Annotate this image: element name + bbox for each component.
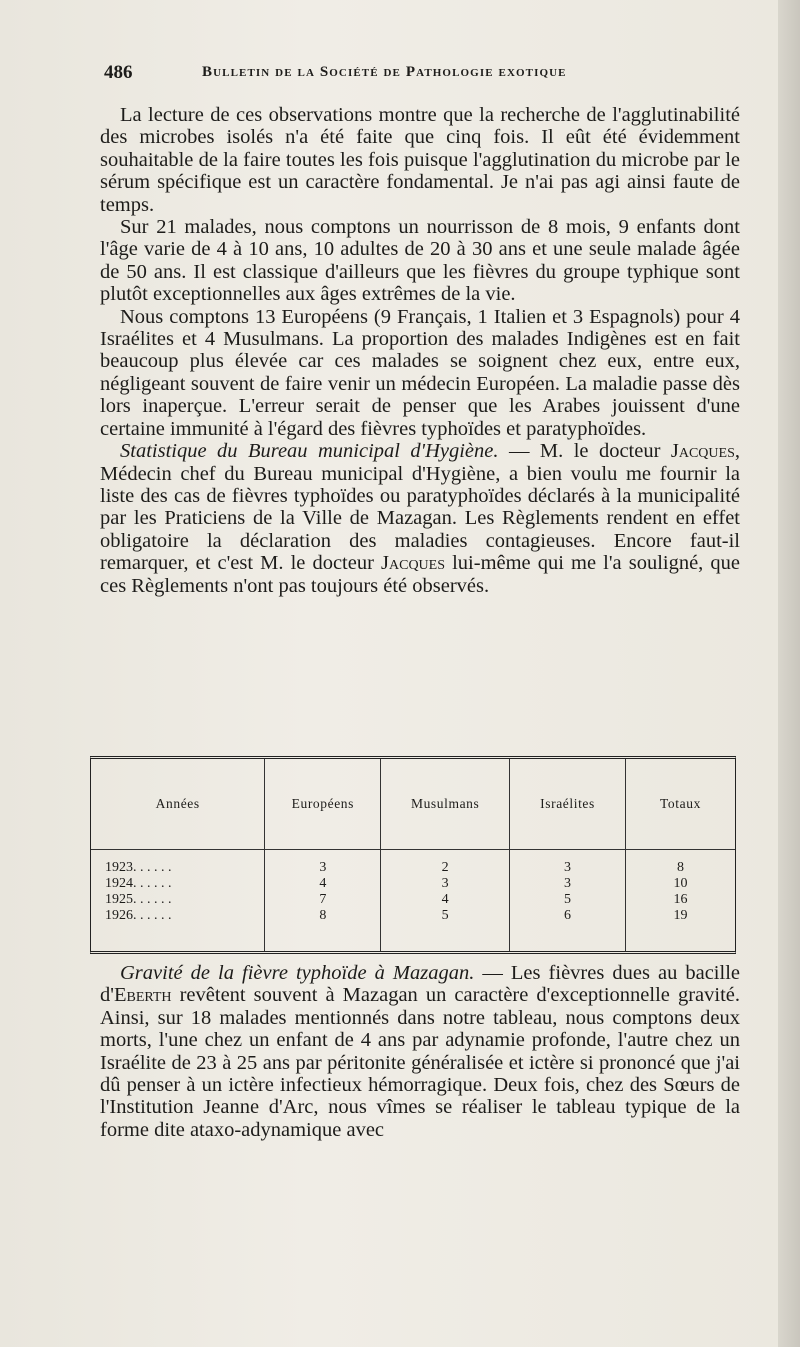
year-cell: 1923. . . . . . — [105, 860, 172, 875]
text-run: — Les fièvres dues au bacille d' — [100, 962, 740, 1007]
column-header-totaux: Totaux — [625, 759, 735, 850]
year-cell: 1924. . . . . . — [105, 876, 172, 891]
table-row — [91, 850, 735, 952]
value-cell: 10 — [673, 876, 688, 891]
year-cell: 1925. . . . . . — [105, 892, 172, 907]
value-cell: 5 — [441, 908, 449, 923]
column-israelites — [510, 850, 626, 952]
page-edge — [778, 0, 800, 1347]
text-run: revêtent souvent à Mazagan un caractère d'exceptionnelle gravité. Ainsi, sur 18 malades mentionnés dans notre tableau, nous comptons deux morts, l'une chez un enfant de 4 ans par adynamie profonde, l'autre chez un Israélite de 23 à 25 ans par péritonite généralisée et ictère si prononcé que j'ai dû penser à un ictère infectieux hémorragique. Deux fois, chez des Sœurs de l'Institution Jeanne d'Arc, nous vîmes se réaliser le tableau typique de la forme dite ataxo-adynamique avec — [100, 984, 740, 1141]
value-cell: 6 — [564, 908, 572, 923]
value-cell: 3 — [441, 876, 449, 891]
body-text-top — [100, 104, 740, 597]
value-cell: 8 — [319, 908, 327, 923]
value-cell: 3 — [564, 860, 572, 875]
column-totaux — [625, 850, 735, 952]
column-musulmans — [381, 850, 510, 952]
running-title: Bulletin de la Société de Pathologie exotique — [202, 64, 567, 80]
value-cell: 7 — [319, 892, 327, 907]
column-header-musulmans: Musulmans — [381, 759, 510, 850]
table-header-row — [91, 759, 735, 850]
column-header-israelites: Israélites — [510, 759, 626, 850]
section-heading-gravite: Gravité de la fièvre typhoïde à Mazagan. — [120, 962, 475, 984]
value-cell: 3 — [319, 860, 327, 875]
column-annees — [91, 850, 265, 952]
value-cell: 5 — [564, 892, 572, 907]
value-cell: 4 — [319, 876, 327, 891]
paragraph-statistics — [100, 440, 740, 597]
paragraph-origins: Nous comptons 13 Européens (9 Français, 1 Italien et 3 Espagnols) pour 4 Israélites et 4 Musulmans. La proportion des malades Indigènes est en fait beaucoup plus élevée car ces malades se soignent chez eux, entre eux, négligeant souvent de faire venir un médecin Européen. La maladie passe dès lors inaperçue. L'erreur serait de penser que les Arabes jouissent d'une certaine immunité à l'égard des fièvres typhoïdes et paratyphoïdes. — [100, 305, 740, 440]
value-cell: 19 — [673, 908, 688, 923]
author-name: Jacques — [670, 440, 735, 463]
paragraph-observations: La lecture de ces observations montre que la recherche de l'agglutinabilité des microbes isolés n'a été faite que cinq fois. Il eût été évidemment souhaitable de la faire toutes les fois puisque l'agglutination du microbe par le sérum spécifique est un caractère fondamental. Je n'ai pas agi ainsi faute de temps. — [100, 104, 740, 216]
value-cell: 4 — [441, 892, 449, 907]
paragraph-ages: Sur 21 malades, nous comptons un nourrisson de 8 mois, 9 enfants dont l'âge varie de 4 à 10 ans, 10 adultes de 20 à 30 ans et une seule malade âgée de 50 ans. Il est classique d'ailleurs que les fièvres du groupe typhique sont plutôt exceptionnelles aux âges extrêmes de la vie. — [100, 216, 740, 306]
section-heading-statistique: Statistique du Bureau municipal d'Hygiène. — [120, 440, 499, 463]
author-name: Eberth — [113, 984, 172, 1007]
value-cell: 3 — [564, 876, 572, 891]
value-cell: 8 — [676, 860, 684, 875]
text-run: , Médecin chef du Bureau municipal d'Hygiène, a bien voulu me fournir la liste des cas de fièvres typhoïdes ou paratyphoïdes déclarés à la municipalité par les Praticiens de la Ville de Mazagan. Les Règlements rendent en effet obligatoire la déclaration des maladies contagieuses. Encore faut-il remarquer, et c'est M. le docteur — [100, 440, 740, 575]
value-cell: 2 — [441, 860, 449, 875]
column-europeens — [265, 850, 381, 952]
author-name: Jacques — [381, 552, 446, 575]
body-text-bottom — [100, 962, 740, 1141]
value-cell: 16 — [673, 892, 688, 907]
cases-table — [90, 756, 736, 954]
column-header-europeens: Européens — [265, 759, 381, 850]
column-header-annees: Années — [91, 759, 265, 850]
page-header — [104, 62, 744, 88]
paragraph-gravite — [100, 962, 740, 1141]
year-cell: 1926. . . . . . — [105, 908, 172, 923]
page-number: 486 — [104, 62, 133, 83]
text-run: lui-même qui me l'a souligné, que ces Règlements n'ont pas toujours été observés. — [100, 552, 740, 597]
text-run: — M. le docteur — [498, 440, 671, 463]
